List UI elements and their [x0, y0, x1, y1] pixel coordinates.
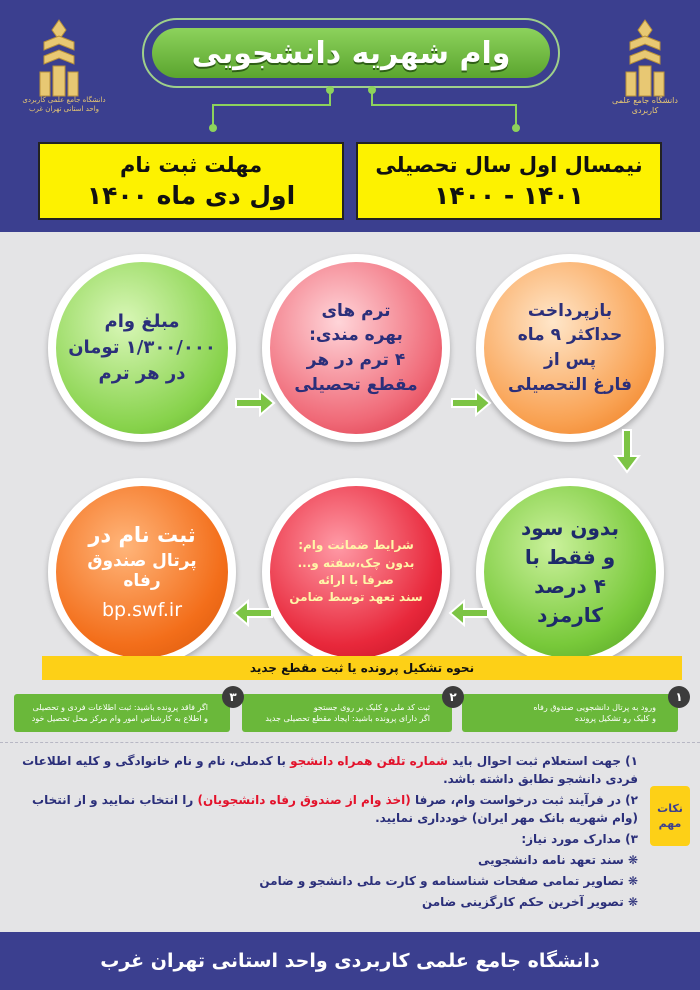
note-1-highlight: شماره تلفن همراه دانشجو [290, 754, 448, 768]
circle-interest [476, 478, 664, 666]
circle-register-line2: پرتال صندوق رفاه [87, 551, 197, 591]
section-divider [0, 742, 700, 743]
logo-text-right: دانشگاه جامع علمی کاربردی [612, 96, 678, 116]
semester-title: نیمسال اول سال تحصیلی [375, 152, 643, 177]
note-2 [10, 791, 638, 827]
header [0, 0, 700, 232]
note-3-title: ۳) مدارک مورد نیاز: [521, 832, 638, 846]
arrow-right-icon [232, 388, 276, 418]
document-item [10, 872, 638, 890]
connector-line [212, 104, 214, 126]
university-logo-left-icon [26, 16, 92, 136]
deadline-date: اول دی ماه ۱۴۰۰ [86, 180, 296, 210]
footer [0, 932, 700, 990]
connector-dot [512, 124, 520, 132]
circle-repayment [476, 254, 664, 442]
footer-text: دانشگاه جامع علمی کاربردی واحد استانی تهران غرب [100, 950, 600, 972]
title-pill [142, 18, 560, 88]
document-item-text: تصویر آخرین حکم کارگزینی ضامن [421, 895, 624, 909]
important-notes-badge: نکات مهم [650, 786, 690, 846]
circle-terms [262, 254, 450, 442]
note-1 [10, 752, 638, 788]
deadline-box [38, 142, 344, 220]
arrow-down-icon [612, 428, 642, 474]
semester-years: ۱۴۰۱ - ۱۴۰۰ [434, 180, 584, 210]
circle-amount [48, 254, 236, 442]
process-step-3-text: اگر فاقد پرونده باشید: ثبت اطلاعات فردی و تحصیلی و اطلاع به کارشناس امور وام مرکز محل تحصیل خود [31, 702, 208, 723]
document-item [10, 851, 638, 869]
connector-line [212, 104, 331, 106]
circle-guarantee-text: شرایط ضمانت وام: بدون چک،سفته و... صرفا با ارائه سند تعهد توسط ضامن [289, 538, 423, 605]
connector-line [371, 104, 517, 106]
circle-amount-text: مبلغ وام ۱/۳۰۰/۰۰۰ تومان در هر ترم [68, 310, 216, 385]
process-step-2 [242, 694, 452, 732]
important-notes [10, 752, 638, 914]
circle-register [48, 478, 236, 666]
asterisk-icon: ❋ [623, 853, 638, 867]
note-2-highlight: (اخذ وام از صندوق رفاه دانشجویان) [197, 793, 411, 807]
page-title: وام شهریه دانشجویی [152, 28, 550, 78]
note-2-post: را انتخاب نمایید و از انتخاب (وام شهریه بانک مهر ایران) خودداری نمایید. [32, 793, 638, 825]
asterisk-icon: ❋ [623, 895, 638, 909]
arrow-left-icon [232, 598, 276, 628]
process-step-1-number: ۱ [668, 686, 690, 708]
connector-line [329, 90, 331, 104]
university-logo-right-icon [612, 16, 678, 136]
circle-terms-text: ترم های بهره مندی: ۴ ترم در هر مقطع تحصیلی [294, 300, 418, 395]
process-step-3 [14, 694, 230, 732]
connector-line [371, 90, 373, 104]
register-url-link[interactable]: bp.swf.ir [101, 599, 183, 621]
asterisk-icon: ❋ [623, 874, 638, 888]
note-2-pre: ۲) در فرآیند ثبت درخواست وام، صرفا [410, 793, 638, 807]
circle-interest-text: بدون سود و فقط با ۴ درصد کارمزد [521, 516, 619, 627]
logo-text-left: دانشگاه جامع علمی کاربردی واحد استانی تهران غرب [22, 96, 106, 114]
process-title: نحوه تشکیل پرونده یا ثبت مقطع جدید [42, 656, 682, 680]
process-step-3-number: ۳ [222, 686, 244, 708]
document-item-text: سند تعهد نامه دانشجویی [477, 853, 624, 867]
semester-box [356, 142, 662, 220]
circle-register-line1: ثبت نام در [88, 523, 196, 547]
note-1-post: با کدملی، نام و نام خانوادگی و کلیه اطلاعات فردی دانشجو تطابق داشته باشد. [22, 754, 638, 786]
document-item [10, 893, 638, 911]
deadline-title: مهلت ثبت نام [119, 152, 263, 177]
process-step-1-text: ورود به پرتال دانشجویی صندوق رفاه و کلیک رو تشکیل پرونده [533, 702, 656, 723]
arrow-right-icon [448, 388, 492, 418]
process-step-2-text: ثبت کد ملی و کلیک بر روی جستجو اگر دارای پرونده باشید: ایجاد مقطع تحصیلی جدید [265, 702, 430, 723]
note-1-pre: ۱) جهت استعلام ثبت احوال باید [447, 754, 638, 768]
connector-dot [209, 124, 217, 132]
document-item-text: تصاویر تمامی صفحات شناسنامه و کارت ملی دانشجو و ضامن [259, 874, 624, 888]
circle-guarantee [262, 478, 450, 666]
circle-repayment-text: بازپرداخت حداکثر ۹ ماه پس از فارغ التحصیلی [507, 300, 633, 395]
arrow-left-icon [448, 598, 492, 628]
process-step-1 [462, 694, 678, 732]
process-step-2-number: ۲ [442, 686, 464, 708]
connector-line [515, 104, 517, 126]
